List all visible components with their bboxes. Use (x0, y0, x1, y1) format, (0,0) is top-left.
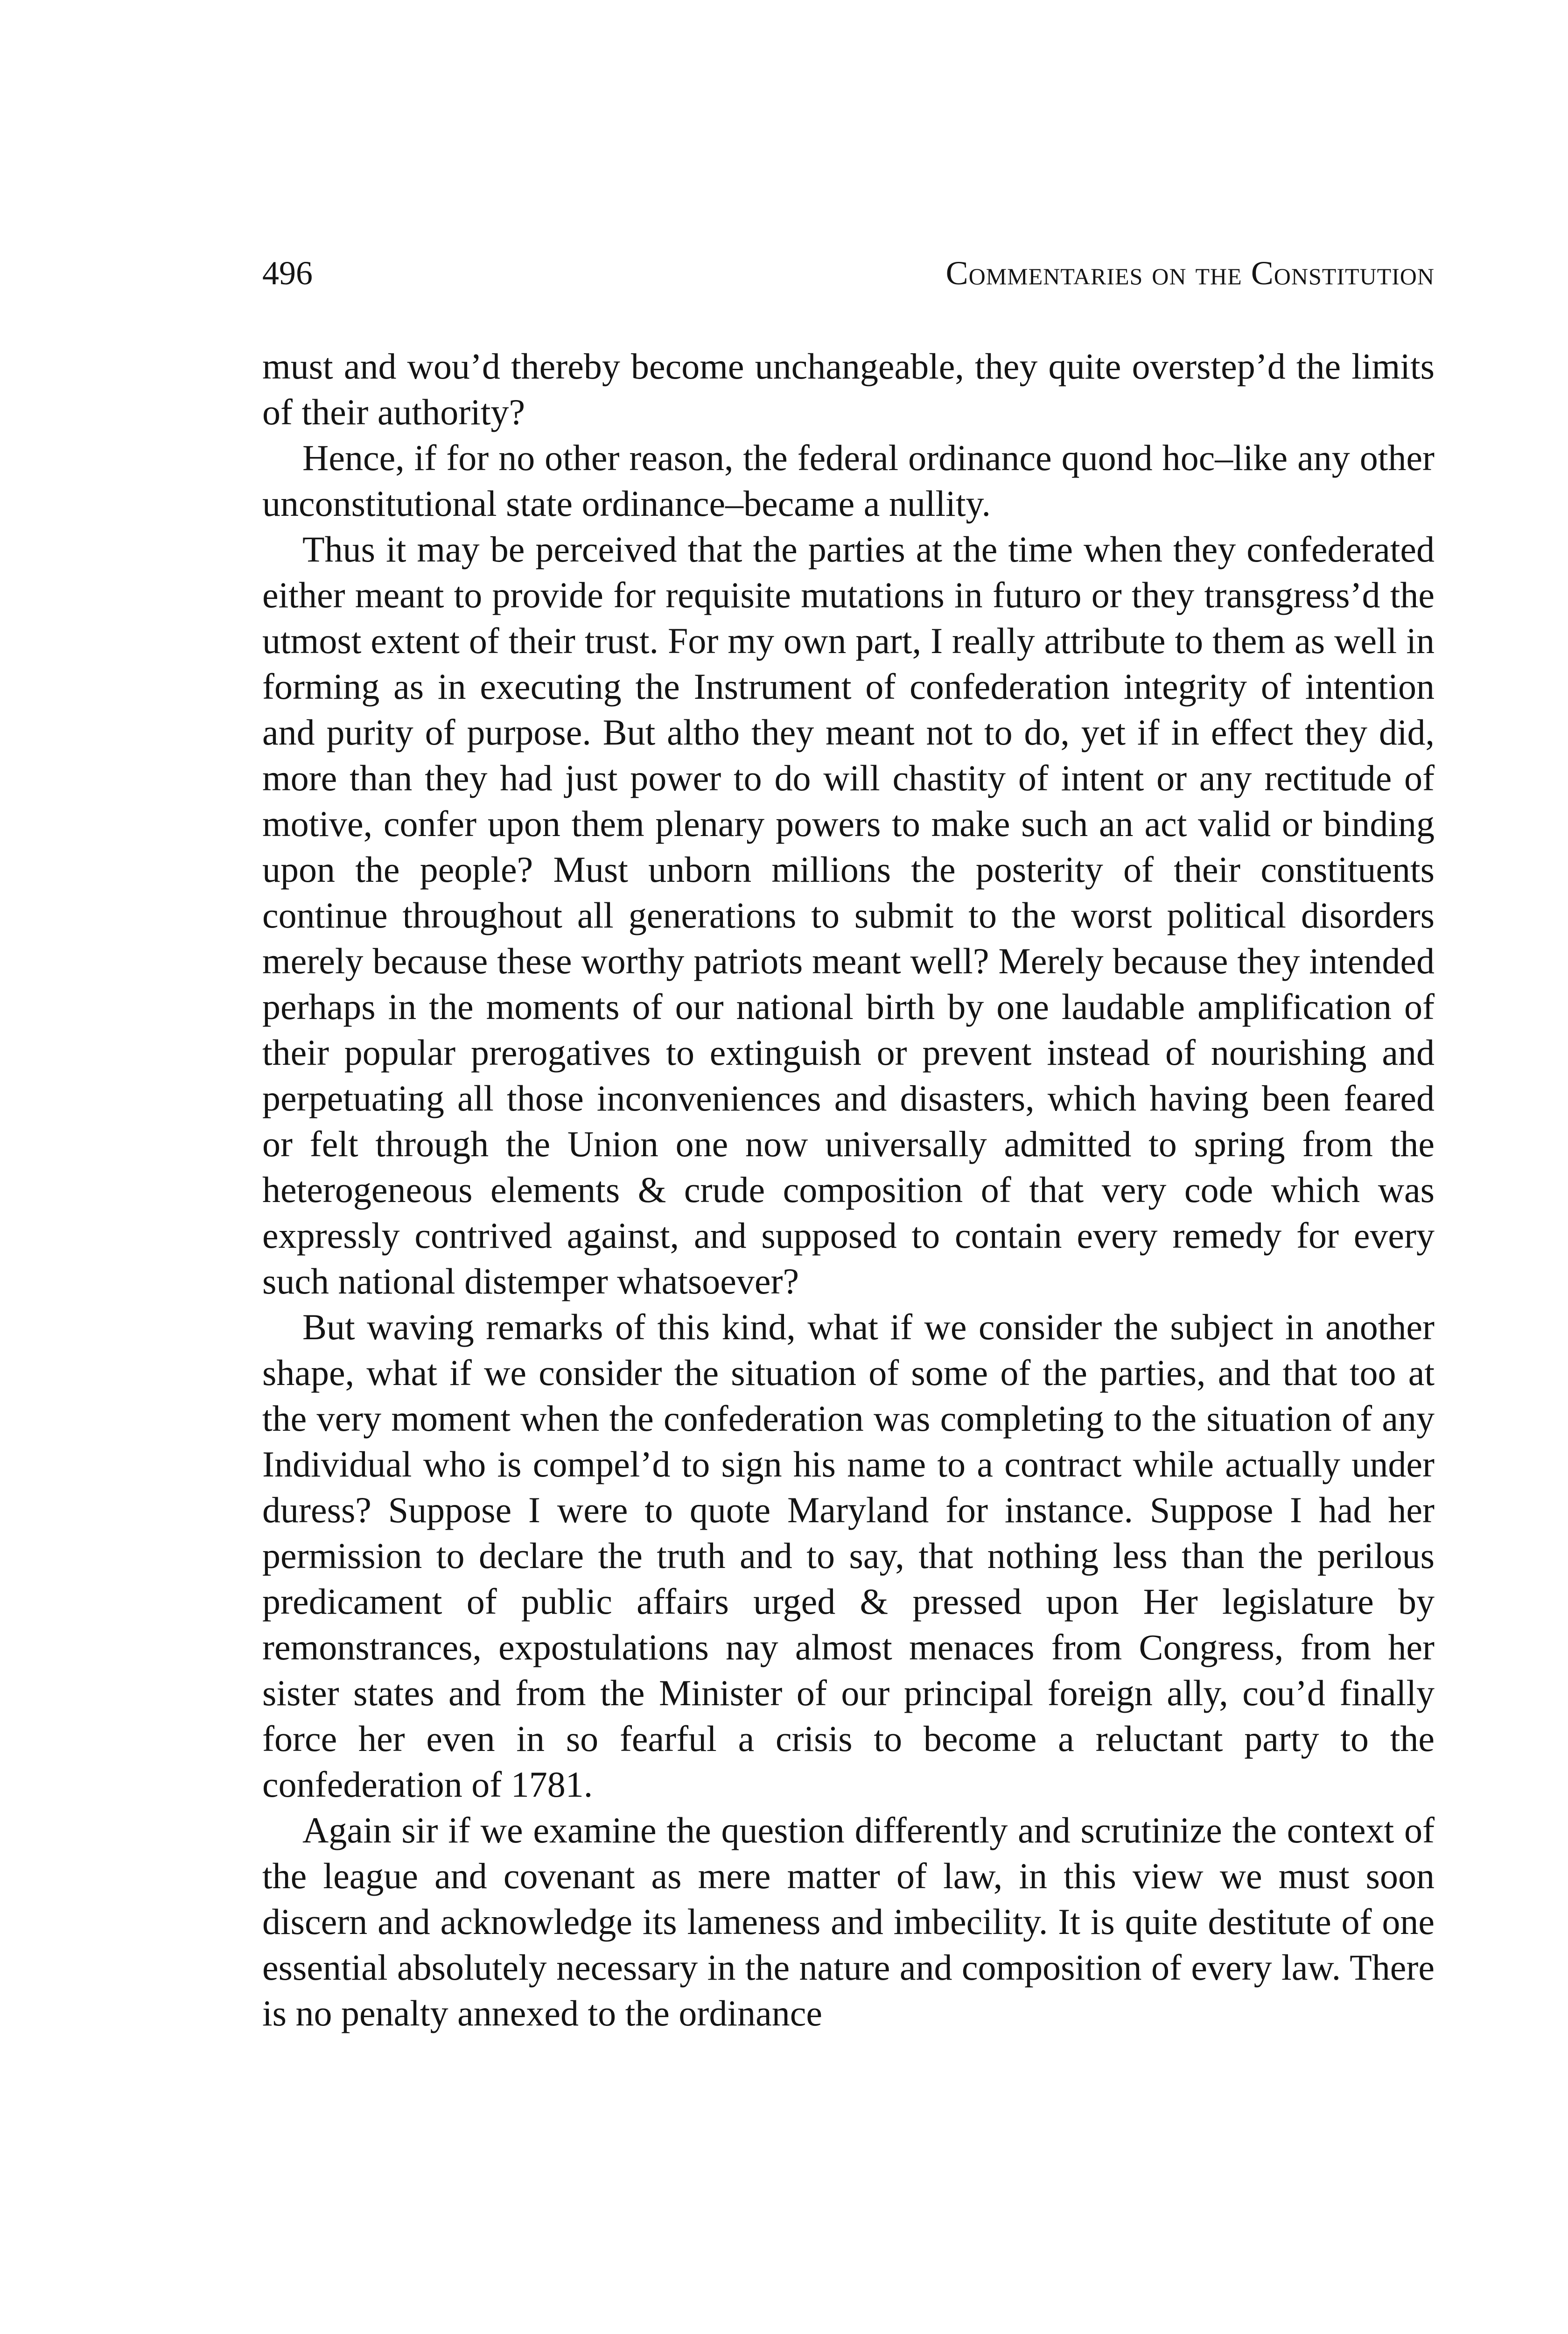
body-text (262, 344, 1435, 2036)
running-title: Commentaries on the Constitution (945, 254, 1435, 292)
paragraph: Again sir if we examine the question differently and scrutinize the context of the league and covenant as mere matter of law, in this view we must soon discern and acknowledge its lameness and imbecility. It is quite destitute of one essential absolutely necessary in the nature and composition of every law. There is no penalty annexed to the ordinance (262, 1810, 1435, 2033)
paragraph: Hence, if for no other reason, the federal ordinance quond hoc–like any other unconstitutional state ordinance–became a nullity. (262, 437, 1435, 524)
paragraph: Thus it may be perceived that the parties at the time when they confederated either meant to provide for requisite mutations in futuro or they transgress’d the utmost extent of their trust. For my own part, I really attribute to them as well in forming as in executing the Instrument of confederation integrity of intention and purity of purpose. But altho they meant not to do, yet if in effect they did, more than they had just power to do will chastity of intent or any rectitude of motive, confer upon them plenary powers to make such an act valid or binding upon the people? Must unborn millions the posterity of their constituents continue throughout all generations to submit to the worst political disorders merely because these worthy patriots meant well? Merely because they intended perhaps in the moments of our national birth by one laudable amplification of their popular prerogatives to extinguish or prevent instead of nourishing and perpetuating all those inconveniences and disasters, which having been feared or felt through the Union one now universally admitted to spring from the heterogeneous elements & crude composition of that very code which was expressly contrived against, and supposed to contain every remedy for every such national distemper whatsoever? (262, 529, 1435, 1301)
page-number: 496 (262, 254, 313, 292)
running-head (262, 252, 1435, 294)
paragraph-continuation: must and wou’d thereby become unchangeable, they quite overstep’d the limits of their authority? (262, 346, 1435, 432)
paragraph: But waving remarks of this kind, what if we consider the subject in another shape, what if we consider the situation of some of the parties, and that too at the very moment when the confederation was completing to the situation of any Individual who is compel’d to sign his name to a contract while actually under duress? Suppose I were to quote Maryland for instance. Suppose I had her permission to declare the truth and to say, that nothing less than the perilous predicament of public affairs urged & pressed upon Her legislature by remonstrances, expostulations nay almost menaces from Congress, from her sister states and from the Minister of our principal foreign ally, cou’d finally force her even in so fearful a crisis to become a reluctant party to the confederation of 1781. (262, 1307, 1435, 1805)
